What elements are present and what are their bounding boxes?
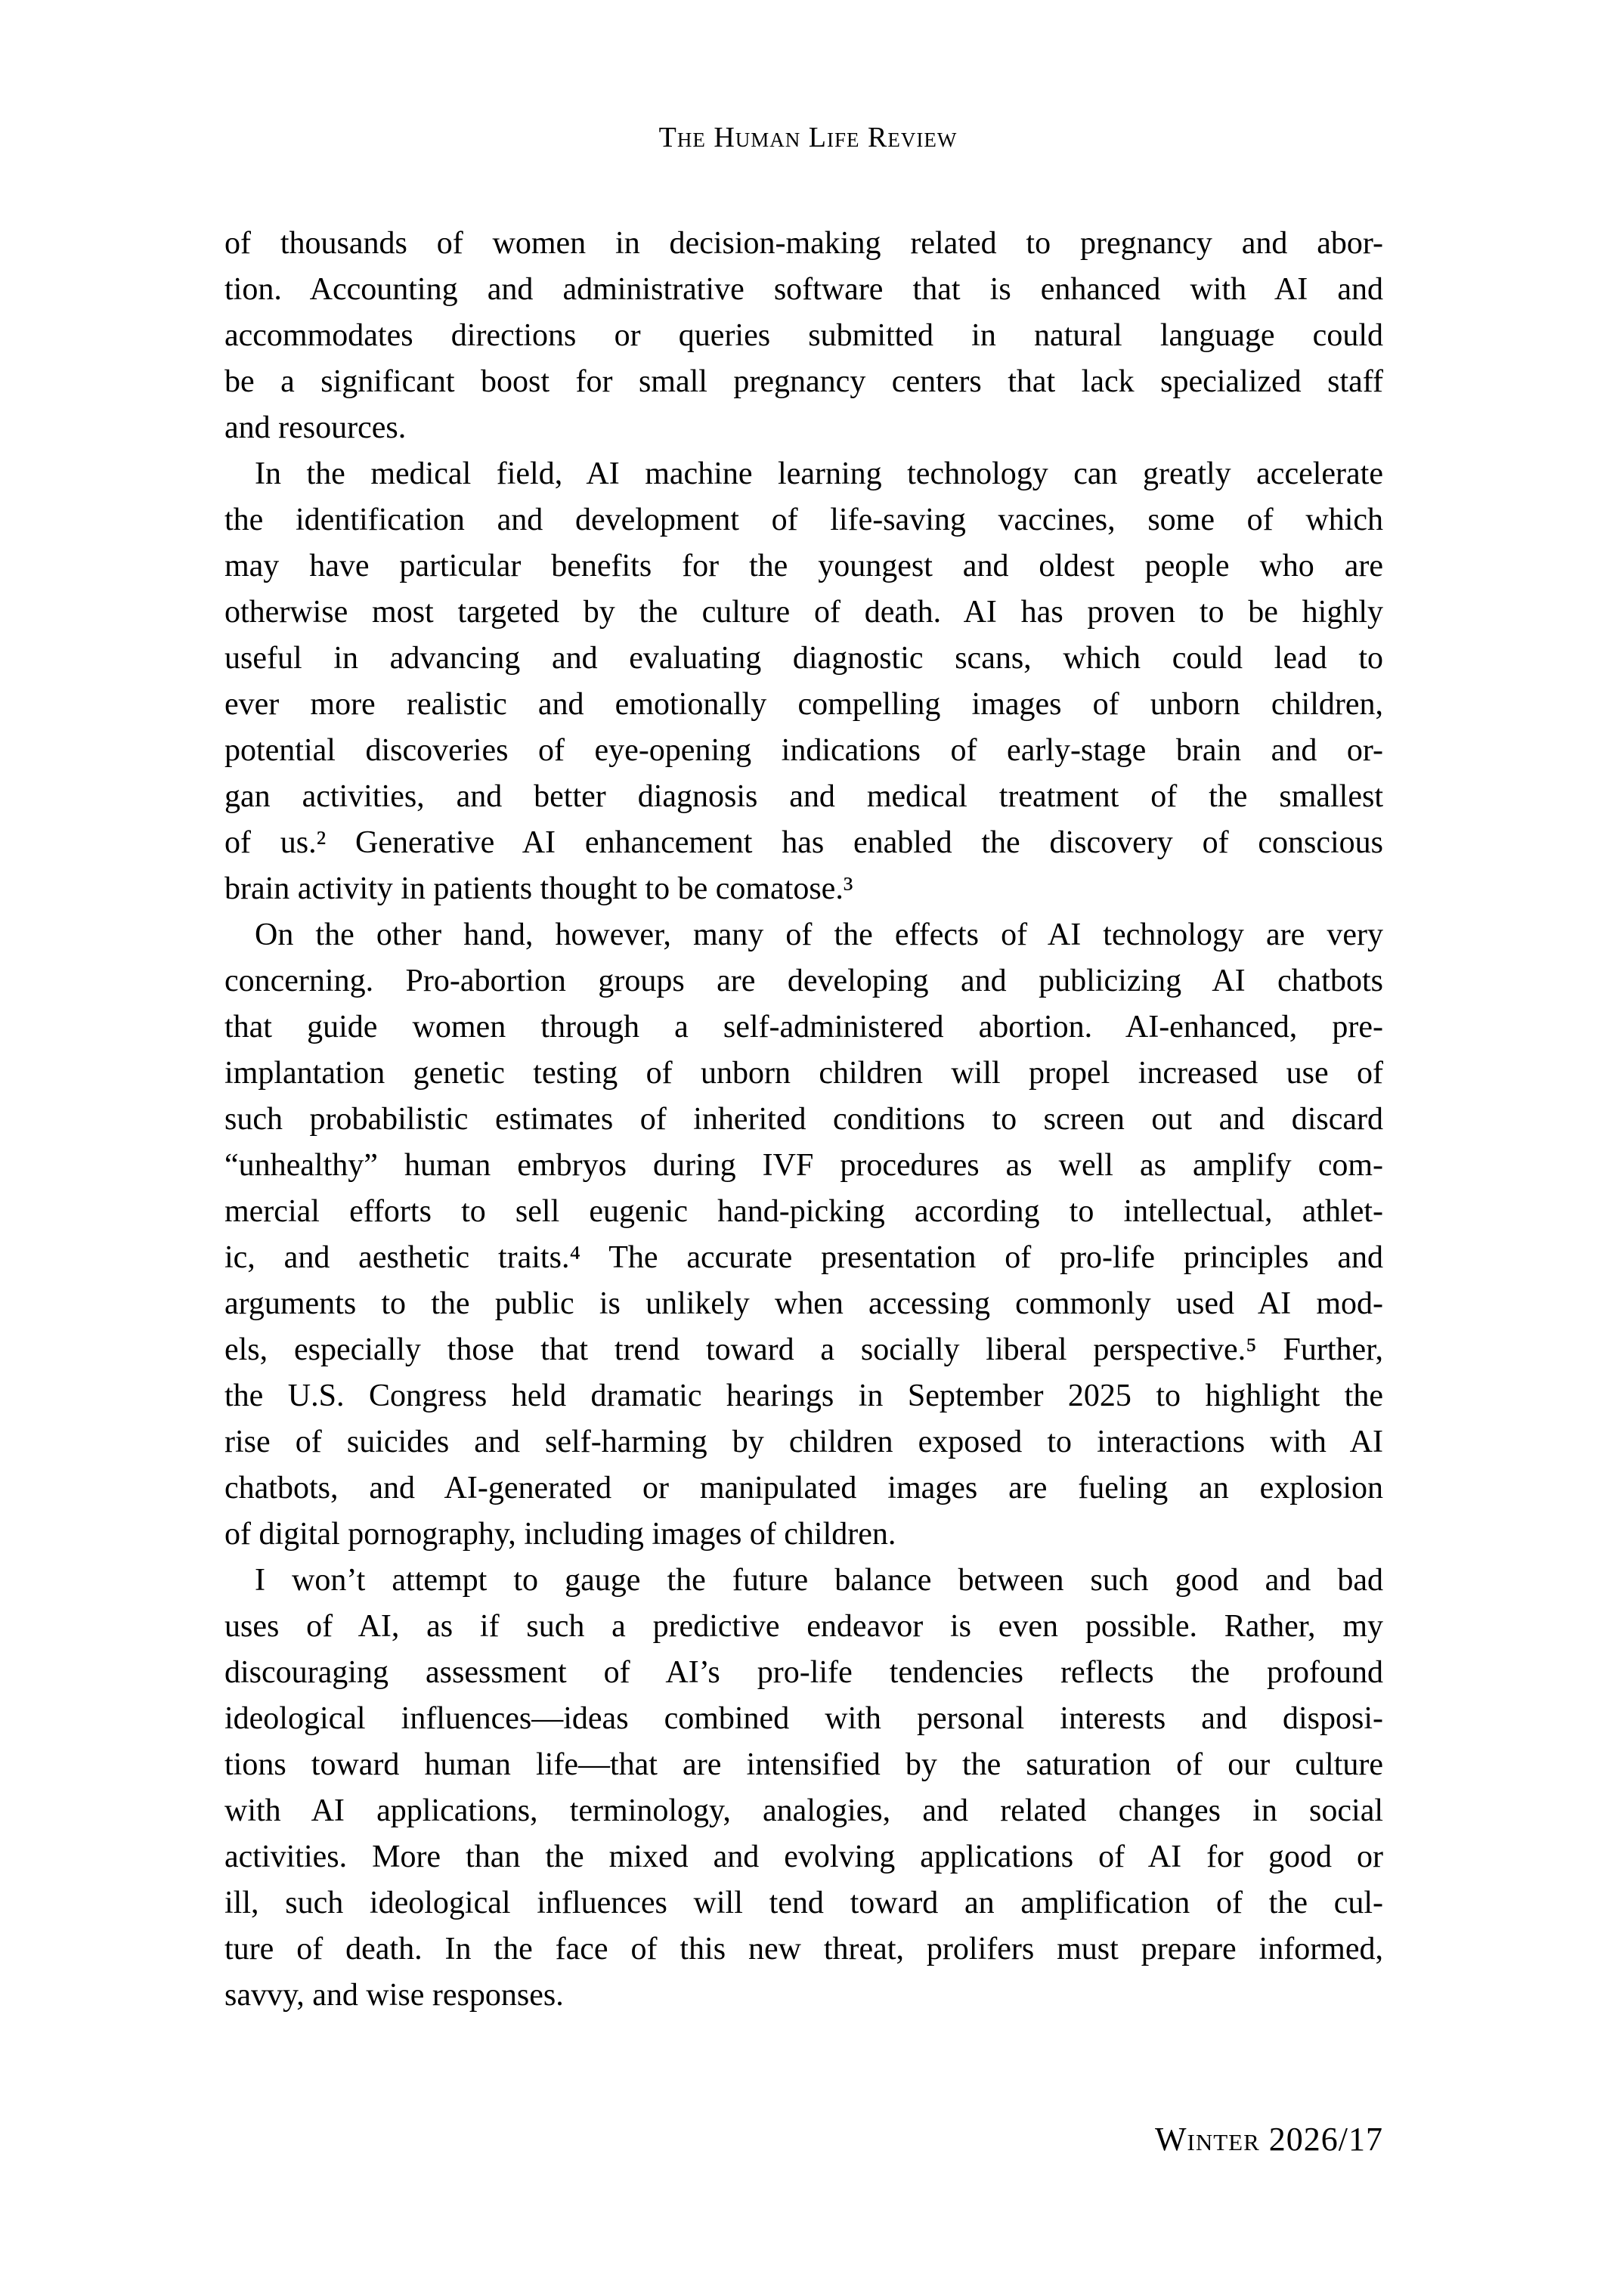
text-line: with AI applications, terminology, analogies, and related changes in social <box>224 1793 1383 1828</box>
text-line: such probabilistic estimates of inherited conditions to screen out and discard <box>224 1102 1383 1137</box>
text-line: savvy, and wise responses. <box>224 1978 564 2013</box>
text-line: concerning. Pro-abortion groups are developing and publicizing AI chatbots <box>224 964 1383 998</box>
text-line: rise of suicides and self-harming by children exposed to interactions with AI <box>224 1425 1383 1459</box>
text-line: “unhealthy” human embryos during IVF procedures as well as amplify com- <box>224 1148 1383 1183</box>
text-line: tions toward human life—that are intensified by the saturation of our culture <box>224 1747 1383 1782</box>
text-line: In the medical field, AI machine learning technology can greatly accelerate <box>255 456 1383 491</box>
text-line: ideological influences—ideas combined with personal interests and disposi- <box>224 1701 1383 1736</box>
text-line: the identification and development of life-saving vaccines, some of which <box>224 503 1383 537</box>
text-line: brain activity in patients thought to be comatose.³ <box>224 871 853 906</box>
text-line: On the other hand, however, many of the effects of AI technology are very <box>255 917 1383 952</box>
running-header: The Human Life Review <box>658 122 958 153</box>
text-line: uses of AI, as if such a predictive endeavor is even possible. Rather, my <box>224 1609 1383 1644</box>
text-line: ever more realistic and emotionally compelling images of unborn children, <box>224 687 1383 722</box>
text-line: gan activities, and better diagnosis and medical treatment of the smallest <box>224 779 1383 814</box>
text-line: I won’t attempt to gauge the future balance between such good and bad <box>255 1563 1383 1598</box>
text-line: els, especially those that trend toward a socially liberal perspective.⁵ Further, <box>224 1332 1383 1367</box>
text-line: and resources. <box>224 410 407 445</box>
body-text <box>224 221 1383 2019</box>
page-footer: Winter 2026/17 <box>1154 2121 1383 2158</box>
text-line: ture of death. In the face of this new threat, prolifers must prepare informed, <box>224 1932 1383 1966</box>
text-line: chatbots, and AI-generated or manipulated images are fueling an explosion <box>224 1471 1383 1505</box>
text-line: activities. More than the mixed and evolving applications of AI for good or <box>224 1840 1383 1874</box>
text-line: may have particular benefits for the youngest and oldest people who are <box>224 549 1383 583</box>
text-line: tion. Accounting and administrative software that is enhanced with AI and <box>224 272 1383 307</box>
text-line: ic, and aesthetic traits.⁴ The accurate presentation of pro-life principles and <box>224 1240 1383 1275</box>
text-line: that guide women through a self-administered abortion. AI-enhanced, pre- <box>224 1010 1383 1044</box>
text-line: of us.² Generative AI enhancement has enabled the discovery of conscious <box>224 825 1383 860</box>
text-line: of thousands of women in decision-making related to pregnancy and abor- <box>224 226 1383 261</box>
text-line: the U.S. Congress held dramatic hearings in September 2025 to highlight the <box>224 1379 1383 1413</box>
text-line: ill, such ideological influences will tend toward an amplification of the cul- <box>224 1886 1383 1920</box>
text-line: arguments to the public is unlikely when accessing commonly used AI mod- <box>224 1286 1383 1321</box>
text-line: otherwise most targeted by the culture of death. AI has proven to be highly <box>224 595 1383 630</box>
text-line: accommodates directions or queries submitted in natural language could <box>224 318 1383 353</box>
text-line: of digital pornography, including images of children. <box>224 1517 896 1552</box>
text-line: mercial efforts to sell eugenic hand-picking according to intellectual, athlet- <box>224 1194 1383 1229</box>
text-line: potential discoveries of eye-opening indications of early-stage brain and or- <box>224 733 1383 768</box>
text-line: implantation genetic testing of unborn children will propel increased use of <box>224 1056 1383 1091</box>
text-line: discouraging assessment of AI’s pro-life tendencies reflects the profound <box>224 1655 1383 1690</box>
text-line: be a significant boost for small pregnancy centers that lack specialized staff <box>224 364 1383 399</box>
text-line: useful in advancing and evaluating diagnostic scans, which could lead to <box>224 641 1383 676</box>
